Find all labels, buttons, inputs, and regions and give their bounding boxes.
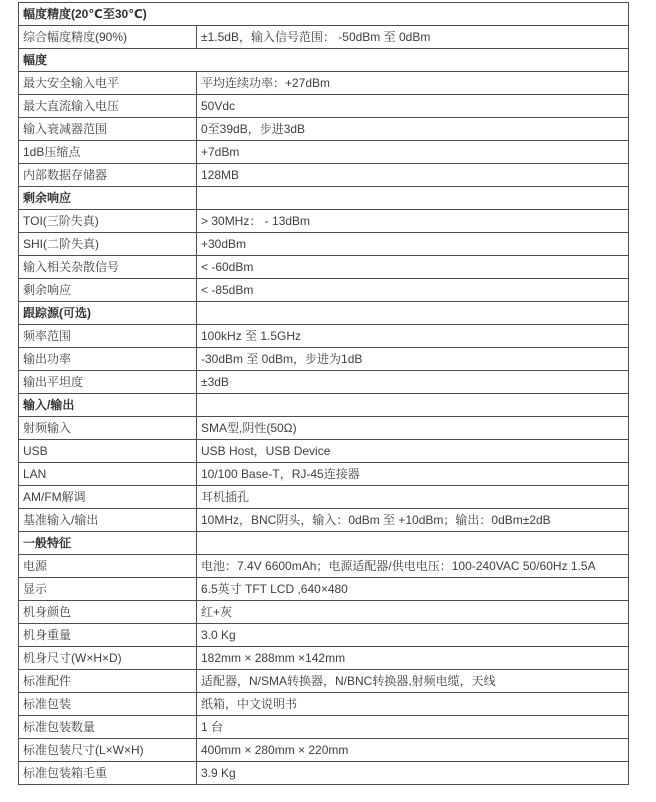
spec-label: 输出平坦度 — [19, 371, 197, 394]
spec-value: 3.9 Kg — [197, 762, 629, 785]
spec-label: 最大直流输入电压 — [19, 95, 197, 118]
spec-row — [19, 141, 629, 164]
spec-value: 50Vdc — [197, 95, 629, 118]
section-row — [19, 532, 629, 555]
spec-label: 输入衰减器范围 — [19, 118, 197, 141]
spec-value: 182mm × 288mm ×142mm — [197, 647, 629, 670]
spec-value: 400mm × 280mm × 220mm — [197, 739, 629, 762]
spec-row — [19, 233, 629, 256]
spec-label: AM/FM解调 — [19, 486, 197, 509]
section-title: 一般特征 — [19, 532, 197, 555]
spec-value: 1 台 — [197, 716, 629, 739]
spec-row — [19, 486, 629, 509]
spec-value: 适配器，N/SMA转换器，N/BNC转换器,射频电缆，天线 — [197, 670, 629, 693]
spec-value: 红+灰 — [197, 601, 629, 624]
spec-row — [19, 509, 629, 532]
spec-row — [19, 670, 629, 693]
spec-value: 100kHz 至 1.5GHz — [197, 325, 629, 348]
spec-row — [19, 624, 629, 647]
spec-label: 输入相关杂散信号 — [19, 256, 197, 279]
spec-label: 机身重量 — [19, 624, 197, 647]
spec-label: 标准包装箱毛重 — [19, 762, 197, 785]
spec-row — [19, 95, 629, 118]
spec-value: 10MHz，BNC阴头，输入：0dBm 至 +10dBm；输出：0dBm±2dB — [197, 509, 629, 532]
spec-label: TOI(三阶失真) — [19, 210, 197, 233]
spec-label: 显示 — [19, 578, 197, 601]
spec-label: SHI(二阶失真) — [19, 233, 197, 256]
spec-row — [19, 348, 629, 371]
spec-value: SMA型,阴性(50Ω) — [197, 417, 629, 440]
spec-label: 标准包装尺寸(L×W×H) — [19, 739, 197, 762]
spec-label: 综合幅度精度(90%) — [19, 26, 197, 49]
spec-row — [19, 325, 629, 348]
spec-label: USB — [19, 440, 197, 463]
spec-row — [19, 555, 629, 578]
spec-value: < -85dBm — [197, 279, 629, 302]
spec-row — [19, 440, 629, 463]
spec-value: 纸箱，中文说明书 — [197, 693, 629, 716]
section-empty-cell — [197, 532, 629, 555]
section-title: 输入/输出 — [19, 394, 197, 417]
spec-value: 128MB — [197, 164, 629, 187]
section-row — [19, 302, 629, 325]
spec-row — [19, 463, 629, 486]
spec-table-body — [19, 3, 629, 785]
spec-value: USB Host，USB Device — [197, 440, 629, 463]
section-row — [19, 49, 629, 72]
spec-value: 耳机插孔 — [197, 486, 629, 509]
spec-value: 电池：7.4V 6600mAh；电源适配器/供电电压：100-240VAC 50/60Hz 1.5A — [197, 555, 629, 578]
section-title: 剩余响应 — [19, 187, 197, 210]
spec-label: 标准包装数量 — [19, 716, 197, 739]
spec-row — [19, 279, 629, 302]
spec-value: ±1.5dB，输入信号范围： -50dBm 至 0dBm — [197, 26, 629, 49]
spec-value: -30dBm 至 0dBm，步进为1dB — [197, 348, 629, 371]
spec-row — [19, 164, 629, 187]
section-row — [19, 187, 629, 210]
spec-label: 1dB压缩点 — [19, 141, 197, 164]
section-title: 幅度 — [19, 49, 629, 72]
spec-table — [18, 2, 629, 785]
spec-label: 标准配件 — [19, 670, 197, 693]
page — [0, 2, 656, 802]
spec-row — [19, 417, 629, 440]
spec-row — [19, 72, 629, 95]
spec-value: 10/100 Base-T，RJ-45连接器 — [197, 463, 629, 486]
spec-value: +7dBm — [197, 141, 629, 164]
spec-value: 平均连续功率：+27dBm — [197, 72, 629, 95]
spec-row — [19, 256, 629, 279]
spec-row — [19, 118, 629, 141]
spec-label: 标准包装 — [19, 693, 197, 716]
spec-label: 射频输入 — [19, 417, 197, 440]
spec-label: LAN — [19, 463, 197, 486]
spec-value: ±3dB — [197, 371, 629, 394]
section-title: 幅度精度(20℃至30℃) — [19, 3, 629, 26]
spec-value: 0至39dB，步进3dB — [197, 118, 629, 141]
spec-value: < -60dBm — [197, 256, 629, 279]
spec-label: 内部数据存储器 — [19, 164, 197, 187]
section-empty-cell — [197, 187, 629, 210]
section-row — [19, 3, 629, 26]
spec-row — [19, 716, 629, 739]
spec-row — [19, 647, 629, 670]
spec-value: > 30MHz： - 13dBm — [197, 210, 629, 233]
spec-row — [19, 371, 629, 394]
section-row — [19, 394, 629, 417]
spec-value: 3.0 Kg — [197, 624, 629, 647]
spec-row — [19, 210, 629, 233]
spec-row — [19, 693, 629, 716]
spec-value: +30dBm — [197, 233, 629, 256]
spec-label: 最大安全输入电平 — [19, 72, 197, 95]
spec-row — [19, 762, 629, 785]
spec-value: 6.5英寸 TFT LCD ,640×480 — [197, 578, 629, 601]
spec-label: 频率范围 — [19, 325, 197, 348]
spec-label: 电源 — [19, 555, 197, 578]
spec-label: 机身尺寸(W×H×D) — [19, 647, 197, 670]
spec-label: 输出功率 — [19, 348, 197, 371]
spec-label: 基准输入/输出 — [19, 509, 197, 532]
spec-label: 机身颜色 — [19, 601, 197, 624]
spec-row — [19, 601, 629, 624]
spec-row — [19, 26, 629, 49]
spec-label: 剩余响应 — [19, 279, 197, 302]
spec-row — [19, 739, 629, 762]
section-empty-cell — [197, 394, 629, 417]
section-empty-cell — [197, 302, 629, 325]
section-title: 跟踪源(可选) — [19, 302, 197, 325]
spec-row — [19, 578, 629, 601]
